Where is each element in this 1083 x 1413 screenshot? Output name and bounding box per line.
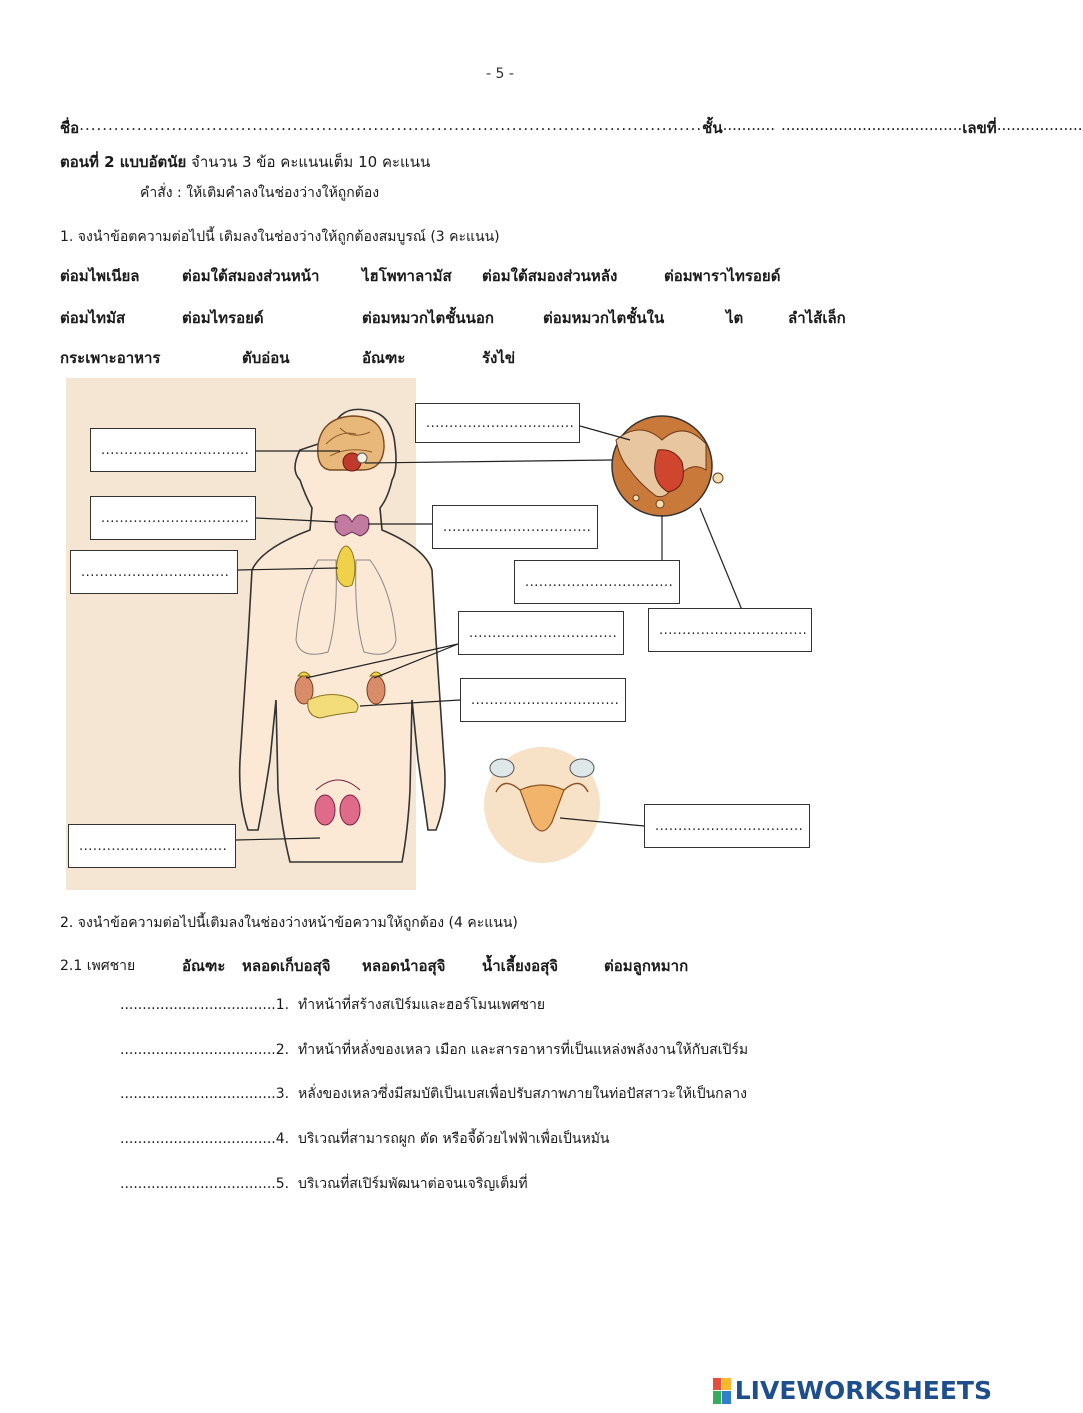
q2-item-number: 5. (275, 1176, 290, 1192)
word-bank-item: ต่อมไทมัส (60, 309, 126, 327)
q2-prompt: 2. จงนำข้อความต่อไปนี้เติมลงในช่องว่างหน้าข้อความให้ถูกต้อง (4 คะแนน) (60, 915, 518, 931)
q2-word-item: น้ำเลี้ยงอสุจิ (482, 957, 559, 975)
word-bank-item: ลำไส้เล็ก (788, 309, 846, 327)
word-bank-item: ไต (726, 309, 744, 327)
q2-item-blank[interactable]: ................................... (120, 1042, 276, 1058)
q2-item-text: บริเวณที่สเปิร์มพัฒนาต่อจนเจริญเต็มที่ (298, 1176, 528, 1192)
word-bank-item: กระเพาะอาหาร (60, 349, 161, 367)
kidney-right-illustration (367, 676, 385, 704)
word-bank-item: ต่อมใต้สมองส่วนหน้า (182, 267, 320, 285)
answer-box-parathyroid[interactable]: ................................ (432, 505, 598, 549)
section-title-rest: จำนวน 3 ข้อ คะแนนเต็ม 10 คะแนน (186, 153, 431, 171)
q2-item (120, 994, 545, 1016)
word-bank-item: รังไข่ (482, 349, 516, 367)
ovary-zoom-illustration (484, 747, 600, 863)
number-blank[interactable]: .................. (996, 116, 1083, 134)
q2-word-item: หลอดนำอสุจิ (362, 957, 446, 975)
word-bank-item: ต่อมพาราไทรอยด์ (664, 267, 781, 285)
answer-box-adrenal[interactable]: ................................ (458, 611, 624, 655)
liveworksheets-logo (713, 1376, 992, 1405)
word-bank-item: ต่อมไพเนียล (60, 267, 140, 285)
name-label: ชื่อ (60, 119, 80, 137)
word-bank-item: ไฮโพทาลามัส (362, 267, 452, 285)
answer-box-pancreas[interactable]: ................................ (460, 678, 626, 722)
q1-prompt: 1. จงนำข้อตความต่อไปนี้ เติมลงในช่องว่างให้ถูกต้องสมบูรณ์ (3 คะแนน) (60, 229, 500, 245)
answer-box-pineal[interactable]: ................................ (90, 428, 256, 472)
logo-text: LIVEWORKSHEETS (734, 1376, 992, 1405)
pituitary-zoom-illustration (612, 416, 723, 516)
q2-word-item: อัณฑะ (182, 957, 226, 975)
q2-word-item: หลอดเก็บอสุจิ (242, 957, 331, 975)
q2-item-number: 4. (275, 1131, 290, 1147)
q2-item (120, 1039, 748, 1061)
q2-item-text: ทำหน้าที่สร้างสเปิร์มและฮอร์โมนเพศชาย (298, 997, 546, 1013)
q2-item-text: ทำหน้าที่หลั่งของเหลว เมือก และสารอาหารที่เป็นแหล่งพลังงานให้กับสเปิร์ม (298, 1042, 749, 1058)
word-bank-item: ต่อมหมวกไตชั้นใน (543, 309, 665, 327)
class-gap-blank[interactable]: ...................................... (781, 116, 963, 134)
q2-item-blank[interactable]: ................................... (120, 1131, 276, 1147)
name-blank[interactable]: ............................................................................................................ (79, 116, 703, 134)
class-label: ชั้น (702, 119, 723, 137)
q2-item-number: 1. (275, 997, 290, 1013)
q2-sub-label: 2.1 เพศชาย (60, 958, 136, 974)
page-number: - 5 - (486, 66, 514, 82)
word-bank-item: ต่อมไทรอยด์ (182, 309, 264, 327)
answer-box-ovary[interactable]: ................................ (644, 804, 810, 848)
q2-item (120, 1128, 610, 1150)
word-bank-item: ตับอ่อน (242, 349, 290, 367)
logo-badge-icon (713, 1378, 731, 1404)
answer-box-posterior-pituitary[interactable]: ................................ (648, 608, 812, 652)
instruction-text: คำสั่ง : ให้เติมคำลงในช่องว่างให้ถูกต้อง (140, 185, 380, 201)
number-label: เลขที่ (962, 119, 997, 137)
section-title-bold: ตอนที่ 2 แบบอัตนัย (60, 153, 187, 171)
q2-item-text: หลั่งของเหลวซึ่งมีสมบัติเป็นเบสเพื่อปรับสภาพภายในท่อปัสสาวะให้เป็นกลาง (298, 1086, 747, 1102)
word-bank-item: ต่อมใต้สมองส่วนหลัง (482, 267, 618, 285)
answer-box-thymus[interactable]: ................................ (70, 550, 238, 594)
human-body-outline (240, 409, 445, 862)
answer-box-thyroid[interactable]: ................................ (90, 496, 256, 540)
q2-item-number: 2. (275, 1042, 290, 1058)
q2-word-item: ต่อมลูกหมาก (604, 957, 689, 975)
word-bank-item: ต่อมหมวกไตชั้นนอก (362, 309, 494, 327)
q2-item-number: 3. (275, 1086, 290, 1102)
class-blank[interactable]: ........... (722, 116, 776, 134)
answer-box-testes[interactable]: ................................ (68, 824, 236, 868)
q2-item-blank[interactable]: ................................... (120, 997, 276, 1013)
q2-item-blank[interactable]: ................................... (120, 1176, 276, 1192)
answer-box-anterior-pituitary[interactable]: ................................ (514, 560, 680, 604)
q2-item-text: บริเวณที่สามารถผูก ตัด หรือจี้ด้วยไฟฟ้าเพื่อเป็นหมัน (298, 1131, 610, 1147)
answer-box-hypothalamus[interactable]: ................................ (415, 403, 580, 443)
q2-item (120, 1173, 528, 1195)
q2-item (120, 1083, 747, 1105)
q2-item-blank[interactable]: ................................... (120, 1086, 276, 1102)
word-bank-item: อัณฑะ (362, 349, 406, 367)
